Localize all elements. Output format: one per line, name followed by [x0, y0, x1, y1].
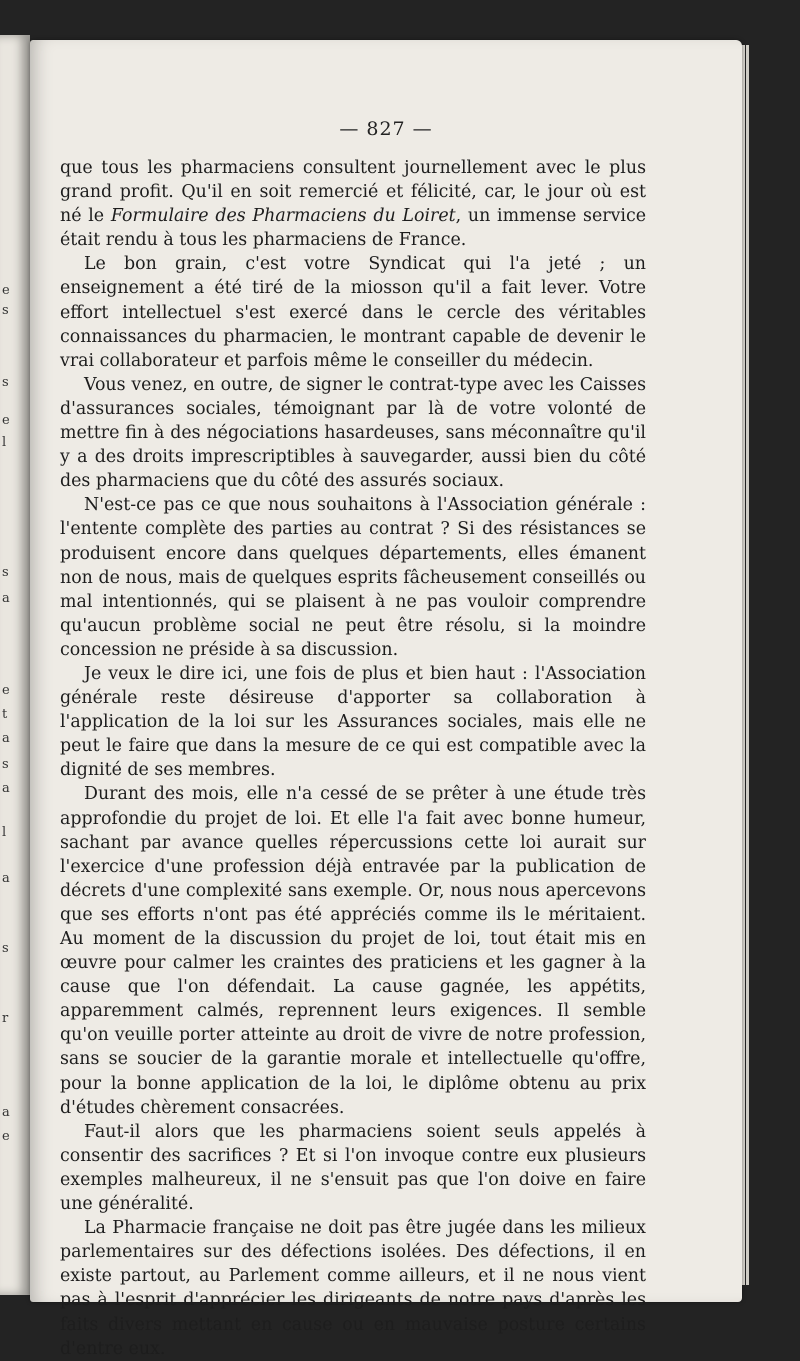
paragraph: La Pharmacie française ne doit pas être jugée dans les milieux parlementaires sur des défections isolées. Des défections, il en existe partout, au Parlement comme ailleurs, et il ne nous vient pas à l'esprit d'apprécier les dirigeants de notre pays d'après les faits divers mettant en cause ou en mauvaise posture certains d'entre eux. — [60, 1218, 646, 1359]
margin-fragment: l — [2, 435, 7, 450]
publication-title: Formulaire des Pharmaciens du Loiret — [110, 206, 456, 227]
margin-fragment: e — [2, 1129, 10, 1144]
margin-fragment: s — [2, 375, 9, 390]
document-page — [30, 40, 742, 1359]
adjacent-page-edge — [0, 35, 30, 1295]
page-number: — 827 — — [339, 118, 433, 140]
margin-fragment: t — [2, 707, 8, 722]
margin-fragment: s — [2, 565, 9, 580]
margin-fragment: e — [2, 683, 10, 698]
page-stack-edge — [742, 45, 745, 1285]
margin-fragment: s — [2, 303, 9, 318]
margin-fragment: a — [2, 871, 10, 886]
body-text — [60, 156, 646, 1361]
margin-fragment: l — [2, 825, 7, 840]
margin-fragment: s — [2, 757, 9, 772]
margin-fragment: e — [2, 413, 10, 428]
paragraph: que tous les pharmaciens consultent journellement avec le plus grand profit. Qu'il en soit remercié et félicité, car, le jour où est né le Formulaire des Pharmaciens du Loiret, un immense service était rendu à tous les pharmaciens de France. — [60, 158, 647, 251]
margin-fragment: a — [2, 781, 10, 796]
page-stack-edge — [746, 45, 749, 1285]
paragraph: Je veux le dire ici, une fois de plus et bien haut : l'Association générale reste désireuse d'apporter sa collaboration à l'application de la loi sur les Assurances sociales, mais elle ne peut le faire que dans la mesure de ce qui est compatible avec la dignité de ses membres. — [60, 663, 646, 781]
margin-fragment: s — [2, 941, 9, 956]
margin-fragment: a — [2, 731, 10, 746]
margin-fragment: e — [2, 283, 10, 298]
paragraph: Durant des mois, elle n'a cessé de se prêter à une étude très approfondie du projet de loi. Et elle l'a fait avec bonne humeur, sachant par avance quelles répercussions cette loi aurait sur l'exercice d'une profession déjà entravée par la publication de décrets d'une complexité sans exemple. Or, nous nous apercevons que ses efforts n'ont pas été appréciés comme ils le méritaient. Au moment de la discussion du projet de loi, tout était mis en œuvre pour calmer les craintes des praticiens et les gagner à la cause que l'on défendait. La cause gagnée, les appétits, apparemment calmés, reprennent leurs exigences. Il semble qu'on veuille porter atteinte au droit de vivre de notre profession, sans se soucier de la garantie morale et intellectuelle qu'offre, pour la bonne application de la loi, le diplôme obtenu au prix d'études chèrement consacrées. — [60, 784, 646, 1118]
margin-fragment: a — [2, 1105, 10, 1120]
paragraph: Faut-il alors que les pharmaciens soient seuls appelés à consentir des sacrifices ? Et si l'on invoque contre eux plusieurs exemples malheureux, il ne s'ensuit pas que l'on doive en faire une généralité. — [60, 1121, 646, 1215]
margin-fragment: a — [2, 591, 10, 606]
margin-fragment: r — [2, 1011, 9, 1026]
paragraph: N'est-ce pas ce que nous souhaitons à l'Association générale : l'entente complète des parties au contrat ? Si des résistances se produisent encore dans quelques départements, elles émanent non de nous, mais de quelques esprits fâcheusement conseillés ou mal intentionnés, qui se plaisent à ne pas vouloir comprendre qu'aucun problème social ne peut être résolu, si la moindre concession ne préside à sa discussion. — [60, 495, 646, 660]
paragraph: Vous venez, en outre, de signer le contrat-type avec les Caisses d'assurances sociales, témoignant par là de votre volonté de mettre fin à des négociations hasardeuses, sans méconnaître qu'il y a des droits imprescriptibles à sauvegarder, aussi bien du côté des pharmaciens que du côté des assurés sociaux. — [60, 374, 646, 492]
paragraph: Le bon grain, c'est votre Syndicat qui l'a jeté ; un enseignement a été tiré de la miosson qu'il a fait lever. Votre effort intellectuel s'est exercé dans le cercle des véritables connaissances du pharmacien, le montrant capable de devenir le vrai collaborateur et parfois même le conseiller du médecin. — [60, 254, 646, 371]
